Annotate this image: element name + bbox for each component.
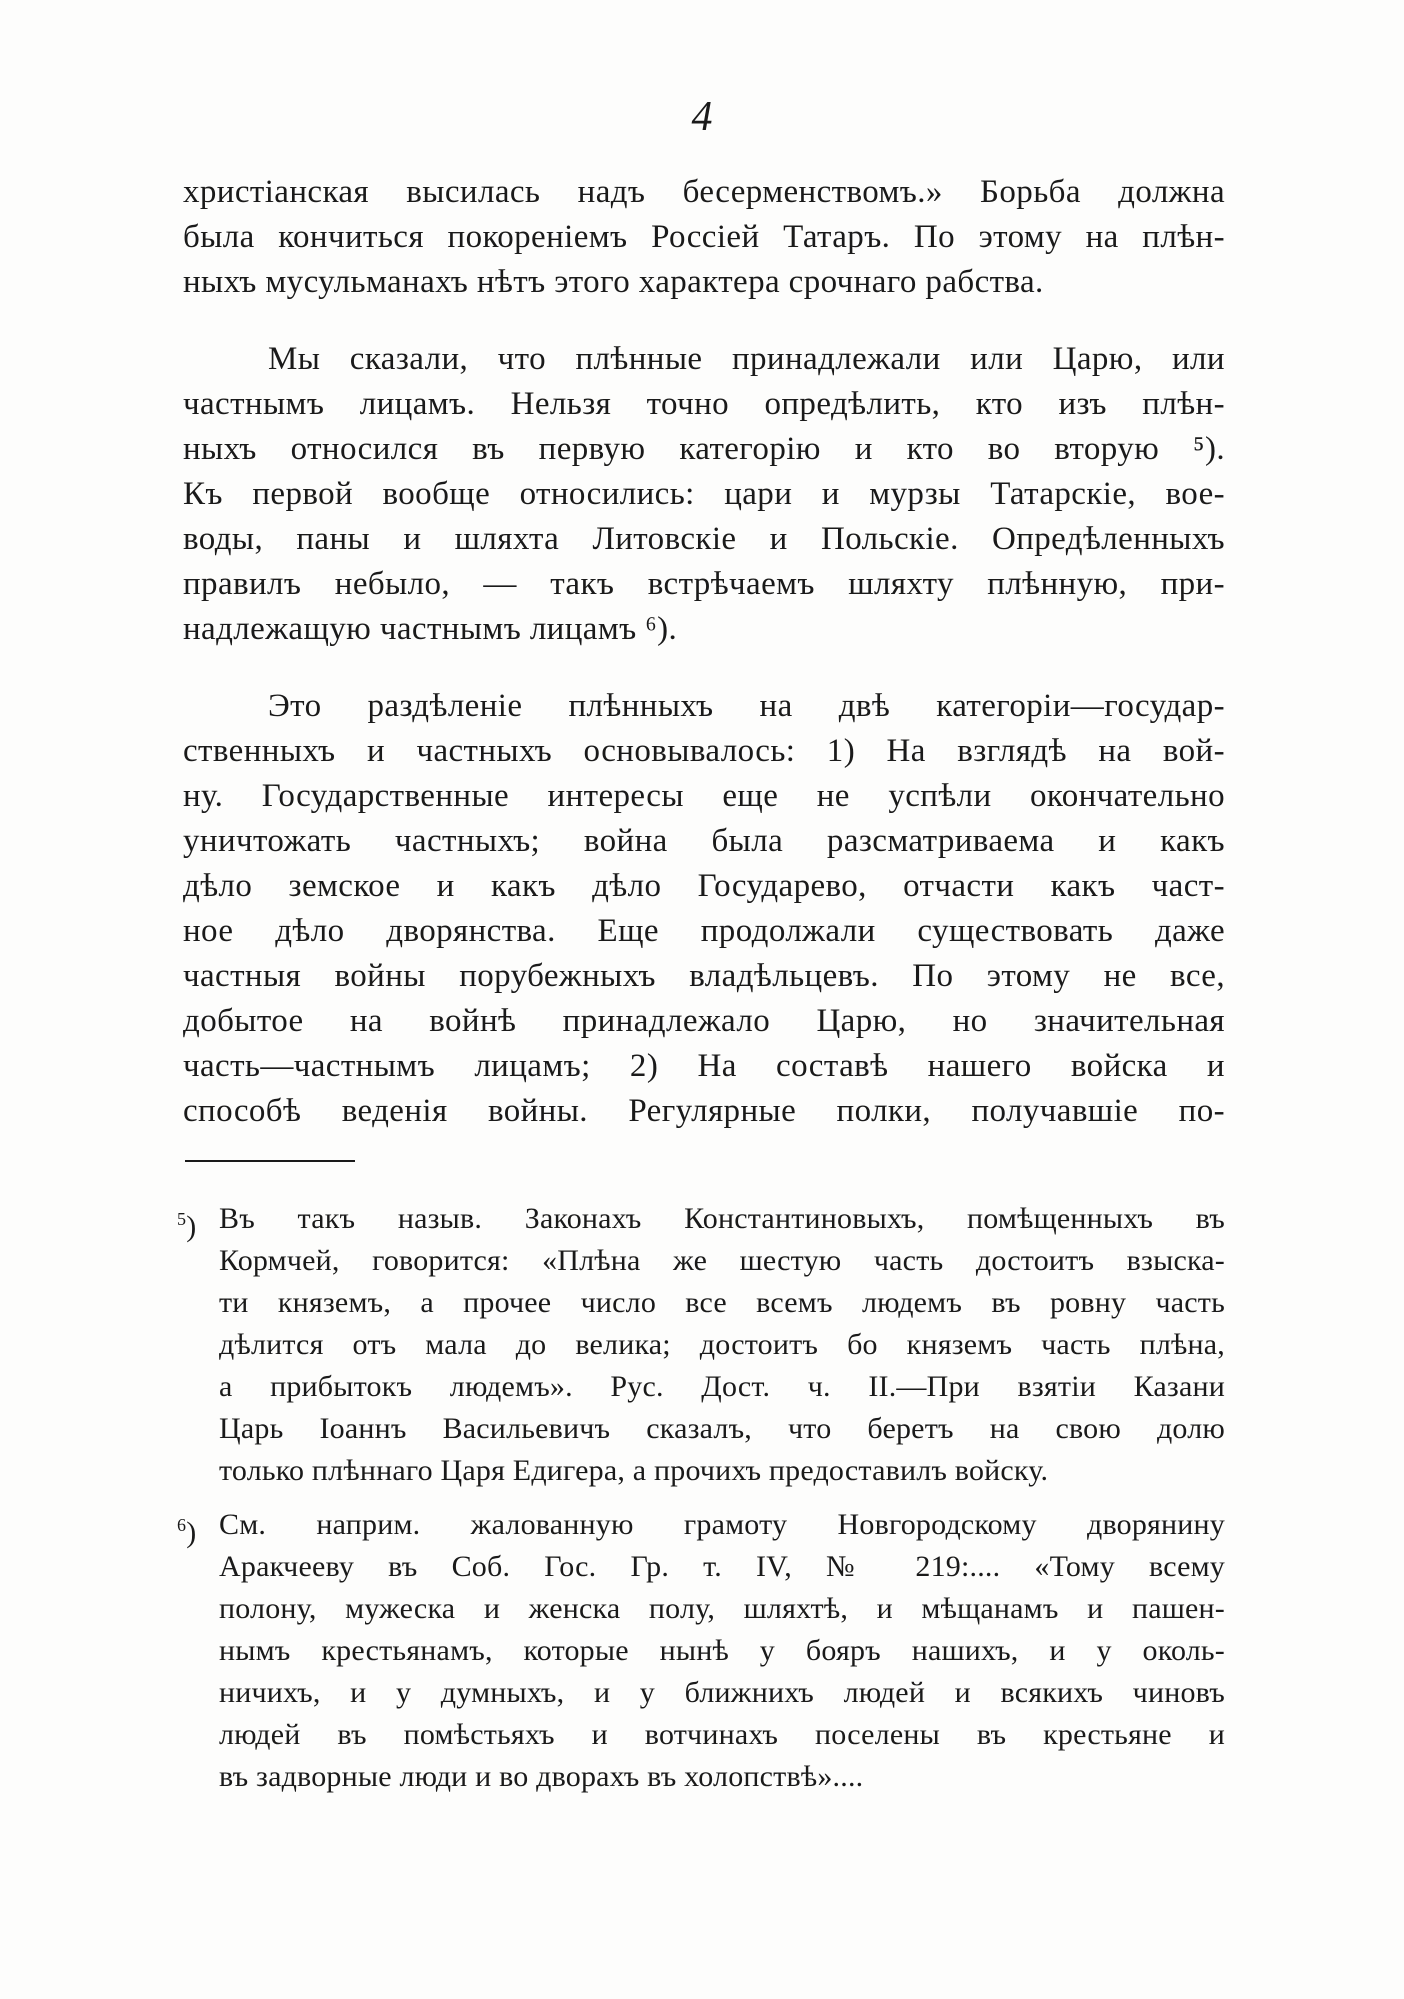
footnote-line: въ задворные люди и во дворахъ въ холопствѣ».... (219, 1760, 864, 1793)
footnote-marker: $^6$) (177, 1515, 197, 1549)
text-line: добытое на войнѣ принадлежало Царю, но значительная (183, 1003, 1225, 1039)
footnote-6 (177, 1504, 1225, 1798)
footnote-divider (185, 1160, 355, 1162)
paragraph-2 (183, 337, 1225, 652)
text-line: Къ первой вообще относились: цари и мурзы Татарскіе, вое- (183, 476, 1225, 512)
text-line: частнымъ лицамъ. Нельзя точно опредѣлить, кто изъ плѣн- (183, 386, 1225, 422)
footnote-line: полону, мужеска и женска полу, шляхтѣ, и мѣщанамъ и пашен- (219, 1592, 1225, 1625)
footnote-number: 6 (177, 1515, 187, 1535)
page-number: 4 (691, 94, 713, 140)
footnote-5 (177, 1198, 1225, 1492)
footnote-line: нымъ крестьянамъ, которые нынѣ у бояръ нашихъ, и у околь- (219, 1634, 1225, 1667)
paragraph-1 (183, 170, 1225, 305)
main-text (183, 170, 1225, 1134)
footnote-line: ти княземъ, а прочее число все всемъ людемъ въ ровну часть (219, 1286, 1225, 1319)
footnote-line: См. наприм. жалованную грамоту Новгородскому дворянину (219, 1508, 1225, 1541)
footnote-line: дѣлится отъ мала до велика; достоитъ бо княземъ часть плѣна, (219, 1328, 1225, 1361)
text-line: уничтожать частныхъ; война была разсматриваема и какъ (183, 823, 1225, 859)
text-line: часть—частнымъ лицамъ; 2) На составѣ нашего войска и (183, 1048, 1225, 1084)
footnote-line: Въ такъ назыв. Законахъ Константиновыхъ, помѣщенныхъ въ (219, 1202, 1225, 1235)
text-line: воды, паны и шляхта Литовскіе и Польскіе. Опредѣленныхъ (183, 521, 1225, 557)
footnote-line: Аракчееву въ Соб. Гос. Гр. т. IV, № 219:.... «Тому всему (219, 1550, 1225, 1583)
text-line: надлежащую частнымъ лицамъ ⁶). (183, 611, 678, 647)
footnote-line: ничихъ, и у думныхъ, и у ближнихъ людей и всякихъ чиновъ (219, 1676, 1225, 1709)
text-line: способѣ веденія войны. Регулярные полки, получавшіе по- (183, 1093, 1225, 1129)
text-line: Мы сказали, что плѣнные принадлежали или Царю, или (268, 341, 1225, 377)
footnotes (177, 1198, 1225, 1798)
text-line: была кончиться покореніемъ Россіей Татаръ. По этому на плѣн- (183, 219, 1225, 255)
text-line: ныхъ относился въ первую категорію и кто во вторую ⁵). (183, 431, 1225, 467)
footnote-number: 5 (177, 1209, 187, 1229)
text-line: дѣло земское и какъ дѣло Государево, отчасти какъ част- (183, 868, 1225, 904)
text-line: ныхъ мусульманахъ нѣтъ этого характера срочнаго рабства. (183, 264, 1044, 300)
footnote-line: только плѣннаго Царя Едигера, а прочихъ предоставилъ войску. (219, 1454, 1049, 1487)
footnote-line: Кормчей, говорится: «Плѣна же шестую часть достоитъ взыска- (219, 1244, 1225, 1277)
text-line: христіанская высилась надъ бесерменствомъ.» Борьба должна (183, 174, 1225, 210)
paragraph-3 (183, 684, 1225, 1134)
text-line: частныя войны порубежныхъ владѣльцевъ. По этому не все, (183, 958, 1225, 994)
text-line: ное дѣло дворянства. Еще продолжали существовать даже (183, 913, 1225, 949)
text-line: Это раздѣленіе плѣнныхъ на двѣ категоріи—государ- (268, 688, 1225, 724)
footnote-line: Царь Іоаннъ Васильевичъ сказалъ, что беретъ на свою долю (219, 1412, 1225, 1445)
footnote-marker: $^5$) (177, 1209, 197, 1243)
footnote-line: людей въ помѣстьяхъ и вотчинахъ поселены въ крестьяне и (219, 1718, 1225, 1751)
footnote-line: а прибытокъ людемъ». Рус. Дост. ч. II.—При взятіи Казани (219, 1370, 1225, 1403)
text-line: ну. Государственные интересы еще не успѣли окончательно (183, 778, 1225, 814)
text-line: правилъ небыло, — такъ встрѣчаемъ шляхту плѣнную, при- (183, 566, 1225, 602)
text-line: ственныхъ и частныхъ основывалось: 1) На взглядѣ на вой- (183, 733, 1225, 769)
